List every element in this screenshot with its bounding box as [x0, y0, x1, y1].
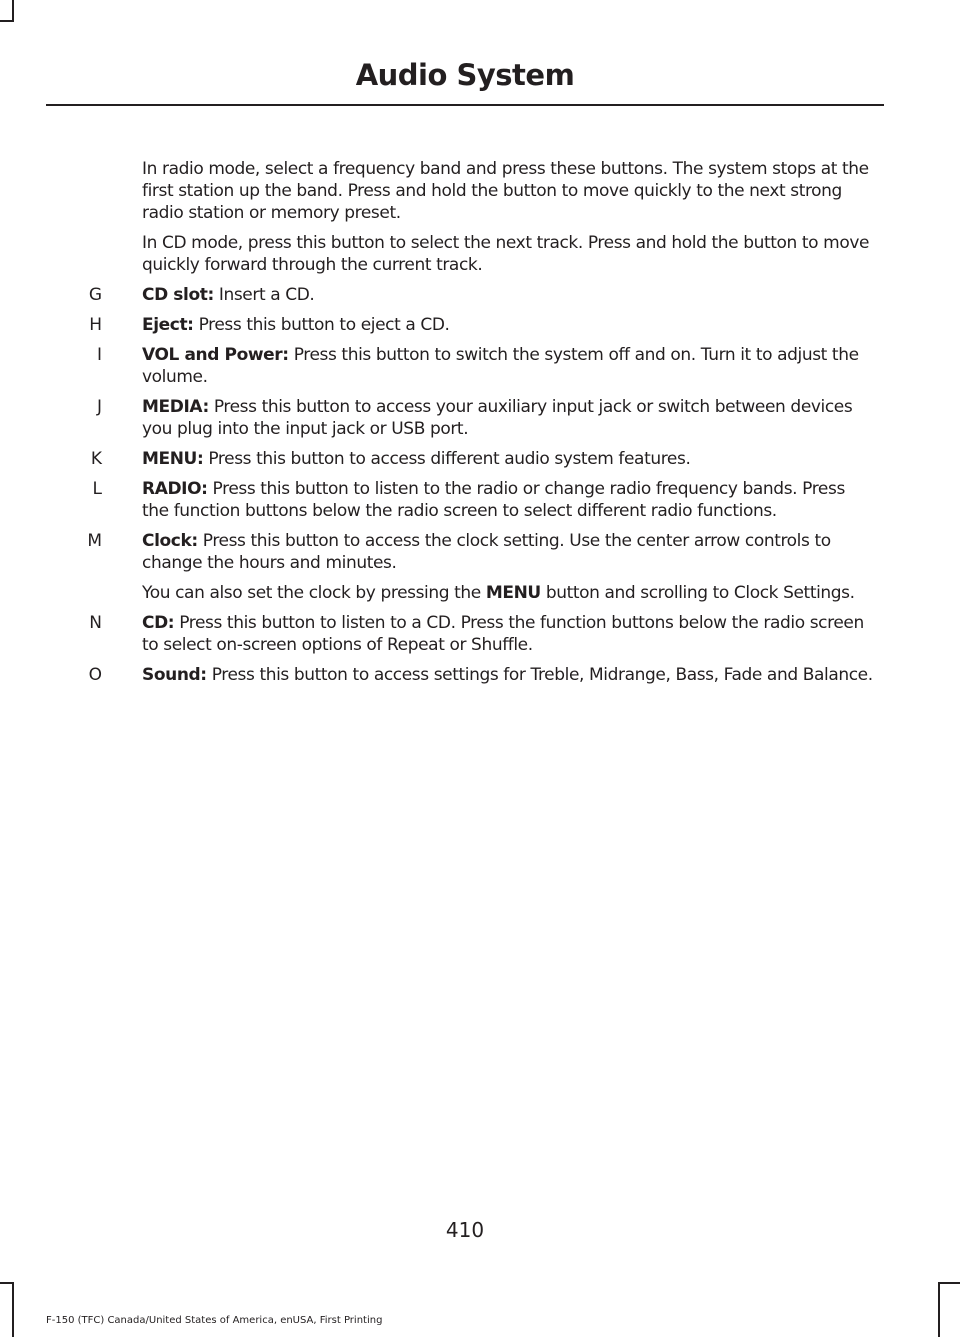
item-key: I [96, 345, 102, 365]
item-label: CD: [142, 613, 175, 633]
item-label: RADIO: [142, 479, 208, 499]
list-item [0, 284, 960, 306]
item-label: Sound: [142, 665, 207, 685]
list-item [0, 448, 960, 470]
item-key: O [88, 665, 102, 685]
list-item [0, 158, 960, 224]
item-text: Press this button to eject a CD. [193, 315, 450, 335]
crop-mark [12, 1282, 14, 1337]
edition-footer: F-150 (TFC) Canada/United States of America, enUSA, First Printing [46, 1315, 383, 1326]
item-text: Press this button to access different audio system features. [203, 449, 691, 469]
item-label: MENU: [142, 449, 204, 469]
item-label: VOL and Power: [142, 345, 289, 365]
item-text: Press this button to listen to a CD. Press the function buttons below the radio screen to select on-screen options of Repeat or Shuffle. [142, 613, 864, 655]
item-label: MEDIA: [142, 397, 209, 417]
item-text: Press this button to access your auxiliary input jack or switch between devices you plug into the input jack or USB port. [142, 397, 853, 439]
list-item [0, 232, 960, 276]
list-item [0, 344, 960, 388]
list-item [0, 314, 960, 336]
item-text: button and scrolling to Clock Settings. [540, 583, 855, 603]
item-bold: MENU [485, 583, 541, 603]
item-text: In radio mode, select a frequency band and press these buttons. The system stops at the first station up the band. Press and hold the button to move quickly to the next strong radio station or memory preset. [142, 159, 869, 223]
item-label: CD slot: [142, 285, 214, 305]
item-key: H [89, 315, 102, 335]
item-text: Press this button to listen to the radio or change radio frequency bands. Press the function buttons below the radio screen to select different radio functions. [142, 479, 845, 521]
list-item [0, 478, 960, 522]
item-text: Press this button to switch the system off and on. Turn it to adjust the volume. [142, 345, 859, 387]
item-label: Clock: [142, 531, 198, 551]
list-item [0, 396, 960, 440]
item-text: Insert a CD. [213, 285, 315, 305]
list-item [0, 530, 960, 574]
page-title: Audio System [355, 58, 575, 92]
item-text-pre: You can also set the clock by pressing the [142, 583, 486, 603]
item-key: N [89, 613, 102, 633]
item-label: Eject: [142, 315, 194, 335]
crop-mark [12, 0, 14, 20]
list-item [0, 664, 960, 686]
crop-mark [0, 1282, 14, 1284]
item-key: J [96, 397, 102, 417]
item-key: G [88, 285, 102, 305]
item-text: In CD mode, press this button to select the next track. Press and hold the button to move quickly forward through the current track. [142, 233, 870, 275]
list-item [0, 612, 960, 656]
list-item [0, 582, 960, 604]
content [0, 158, 960, 694]
crop-mark [938, 1282, 940, 1337]
header-rule [46, 104, 884, 106]
item-key: M [87, 531, 102, 551]
page-number: 410 [445, 1218, 485, 1242]
item-text: Press this button to access the clock setting. Use the center arrow controls to change the hours and minutes. [142, 531, 831, 573]
crop-mark [0, 20, 14, 22]
item-key: K [90, 449, 102, 469]
item-key: L [92, 479, 102, 499]
item-text: Press this button to access settings for Treble, Midrange, Bass, Fade and Balance. [206, 665, 873, 685]
crop-mark [938, 1282, 960, 1284]
